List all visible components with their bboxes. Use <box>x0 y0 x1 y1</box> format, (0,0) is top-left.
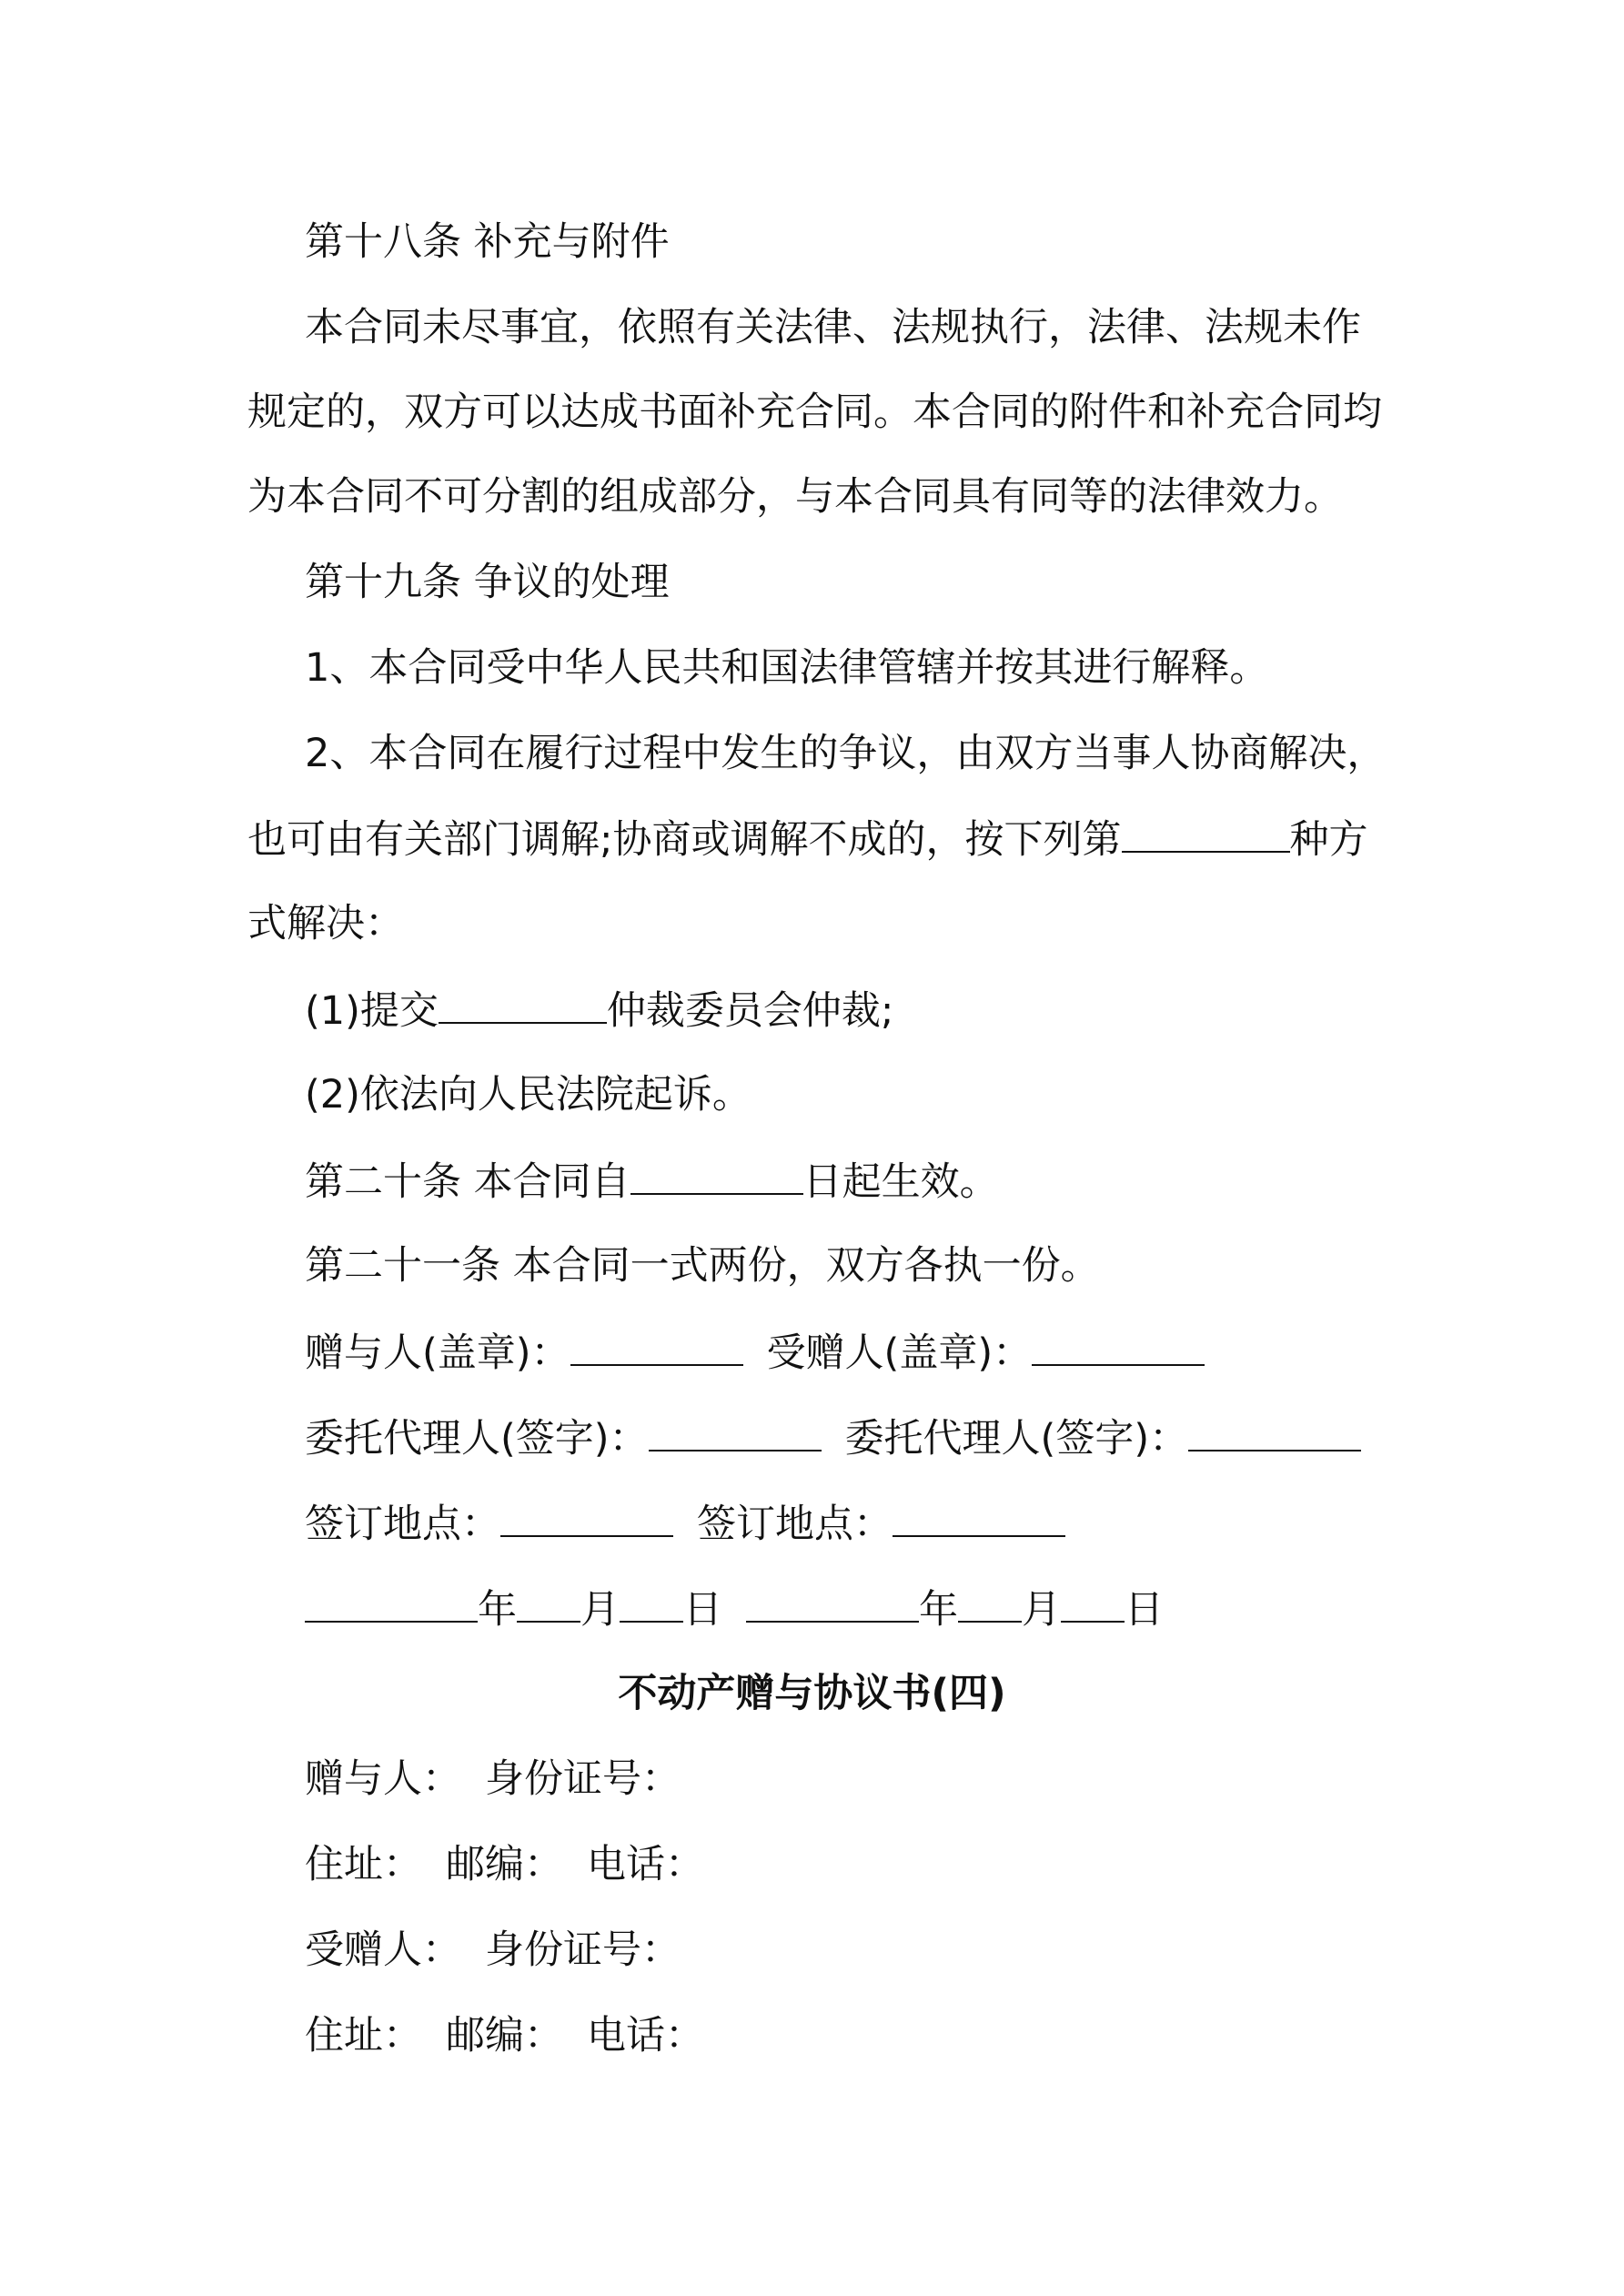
article20-suffix: 日起生效。 <box>802 1159 999 1205</box>
agent2-blank[interactable] <box>1188 1410 1361 1451</box>
article19-item-2-line-3: 式解决： <box>247 901 404 946</box>
article20-prefix: 第二十条 本合同自 <box>305 1159 630 1205</box>
option1-suffix: 仲裁委员会仲裁; <box>606 988 894 1034</box>
donee-postcode-label: 邮编： <box>446 2013 563 2058</box>
year2-blank[interactable] <box>746 1581 919 1623</box>
article19-item-1: 1、本合同受中华人民共和国法律管辖并按其进行解释。 <box>305 645 1269 691</box>
year1-label: 年 <box>478 1587 517 1633</box>
donor-address-label: 住址： <box>305 1842 422 1887</box>
day2-blank[interactable] <box>1061 1581 1125 1623</box>
article18-heading: 第十八条 补充与附件 <box>305 219 670 265</box>
month2-label: 月 <box>1022 1587 1061 1633</box>
effective-date-blank[interactable] <box>630 1153 803 1195</box>
donor-name-label: 赠与人： <box>305 1756 461 1802</box>
donor-postcode-label: 邮编： <box>446 1842 563 1887</box>
day1-label: 日 <box>683 1587 722 1633</box>
donor-seal-label: 赠与人(盖章)： <box>305 1330 570 1376</box>
agent2-label: 委托代理人(签字)： <box>844 1416 1189 1462</box>
month1-blank[interactable] <box>517 1581 580 1623</box>
donee-id-label: 身份证号： <box>485 1927 681 1973</box>
donee-info-line <box>305 1923 1451 1977</box>
year1-blank[interactable] <box>305 1581 478 1623</box>
donee-name-label: 受赠人： <box>305 1927 461 1973</box>
donor-contact-line <box>305 1837 1451 1892</box>
item2-line2-suffix: 种方 <box>1289 817 1368 863</box>
agreement4-title: 不动产赠与协议书(四) <box>618 1671 1006 1716</box>
day2-label: 日 <box>1125 1587 1164 1633</box>
agent-line <box>305 1410 1451 1466</box>
article18-paragraph-line-3: 为本合同不可分割的组成部分，与本合同具有同等的法律效力。 <box>247 474 1343 520</box>
donor-info-line <box>305 1752 1451 1806</box>
article20 <box>305 1153 1451 1209</box>
place-line <box>305 1495 1451 1552</box>
option1-prefix: (1)提交 <box>305 988 439 1034</box>
donee-phone-label: 电话： <box>587 2013 704 2058</box>
donee-seal-label: 受赠人(盖章)： <box>766 1330 1033 1376</box>
place1-blank[interactable] <box>500 1495 673 1537</box>
donee-address-label: 住址： <box>305 2013 422 2058</box>
donee-contact-line <box>305 2008 1451 2063</box>
day1-blank[interactable] <box>620 1581 683 1623</box>
donor-phone-label: 电话： <box>587 1842 704 1887</box>
article19-item-2-line-1: 2、本合同在履行过程中发生的争议，由双方当事人协商解决， <box>305 731 1387 776</box>
item2-line2-prefix: 也可由有关部门调解;协商或调解不成的，按下列第 <box>247 817 1122 863</box>
article19-option-2: (2)依法向人民法院起诉。 <box>305 1072 751 1118</box>
article18-paragraph-line-2: 规定的，双方可以达成书面补充合同。本合同的附件和补充合同均 <box>247 389 1382 435</box>
article19-option-1 <box>305 982 1451 1038</box>
article21: 第二十一条 本合同一式两份，双方各执一份。 <box>305 1243 1100 1289</box>
donor-id-label: 身份证号： <box>485 1756 681 1802</box>
year2-label: 年 <box>919 1587 958 1633</box>
arbitration-committee-blank[interactable] <box>439 982 607 1024</box>
method-number-blank[interactable] <box>1122 811 1290 853</box>
place1-label: 签订地点： <box>305 1502 500 1547</box>
agent1-label: 委托代理人(签字)： <box>305 1416 649 1462</box>
article19-heading: 第十九条 争议的处理 <box>305 560 670 605</box>
article18-paragraph-line-1: 本合同未尽事宜，依照有关法律、法规执行，法律、法规未作 <box>305 305 1361 350</box>
place2-blank[interactable] <box>893 1495 1065 1537</box>
donor-seal-blank[interactable] <box>570 1324 743 1366</box>
seal-line <box>305 1324 1451 1381</box>
date-line <box>305 1581 1451 1637</box>
donee-seal-blank[interactable] <box>1032 1324 1205 1366</box>
place2-label: 签订地点： <box>697 1502 893 1547</box>
agent1-blank[interactable] <box>649 1410 822 1451</box>
month2-blank[interactable] <box>958 1581 1022 1623</box>
month1-label: 月 <box>580 1587 620 1633</box>
article19-item-2-line-2 <box>247 811 1394 867</box>
